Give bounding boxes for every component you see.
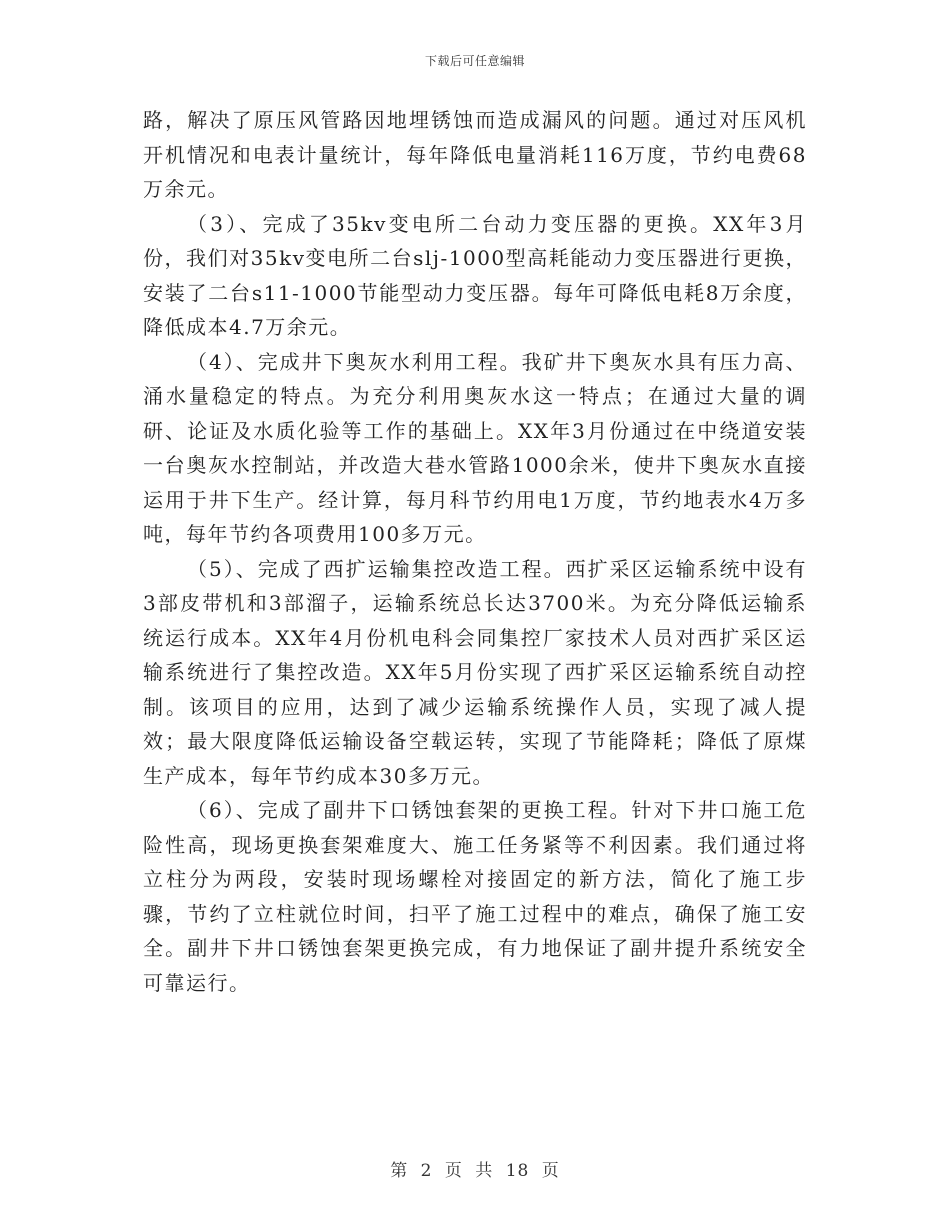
paragraph-continuation: 路，解决了原压风管路因地埋锈蚀而造成漏风的问题。通过对压风机开机情况和电表计量统计，每年降低电量消耗116万度，节约电费68万余元。 xyxy=(143,108,807,201)
page-header: 下载后可任意编辑 xyxy=(424,54,525,68)
paragraph-item-5: （5）、完成了西扩运输集控改造工程。西扩采区运输系统中设有3部皮带机和3部溜子，运输系统总长达3700米。为充分降低运输系统运行成本。XX年4月份机电科会同集控厂家技术人员对西扩采区运输系统进行了集控改造。XX年5月份实现了西扩采区运输系统自动控制。该项目的应用，达到了减少运输系统操作人员，实现了减人提效；最大限度降低运输设备空载运转，实现了节能降耗；降低了原煤生产成本，每年节约成本30多万元。 xyxy=(143,556,807,788)
document-body xyxy=(143,103,807,1000)
paragraph-item-4: （4）、完成井下奥灰水利用工程。我矿井下奥灰水具有压力高、涌水量稳定的特点。为充分利用奥灰水这一特点；在通过大量的调研、论证及水质化验等工作的基础上。XX年3月份通过在中绕道安装一台奥灰水控制站，并改造大巷水管路1000余米，使井下奥灰水直接运用于井下生产。经计算，每月科节约用电1万度，节约地表水4万多吨，每年节约各项费用100多万元。 xyxy=(143,349,807,546)
page-footer: 第 2 页 共 18 页 xyxy=(390,1161,560,1181)
paragraph-item-6: （6）、完成了副井下口锈蚀套架的更换工程。针对下井口施工危险性高，现场更换套架难度大、施工任务紧等不利因素。我们通过将立柱分为两段，安装时现场螺栓对接固定的新方法，简化了施工步骤，节约了立柱就位时间，扫平了施工过程中的难点，确保了施工安全。副井下井口锈蚀套架更换完成，有力地保证了副井提升系统安全可靠运行。 xyxy=(143,798,807,995)
paragraph-item-3: （3）、完成了35kv变电所二台动力变压器的更换。XX年3月份，我们对35kv变电所二台slj-1000型高耗能动力变压器进行更换，安装了二台s11-1000节能型动力变压器。每年可降低电耗8万余度，降低成本4.7万余元。 xyxy=(143,211,807,339)
